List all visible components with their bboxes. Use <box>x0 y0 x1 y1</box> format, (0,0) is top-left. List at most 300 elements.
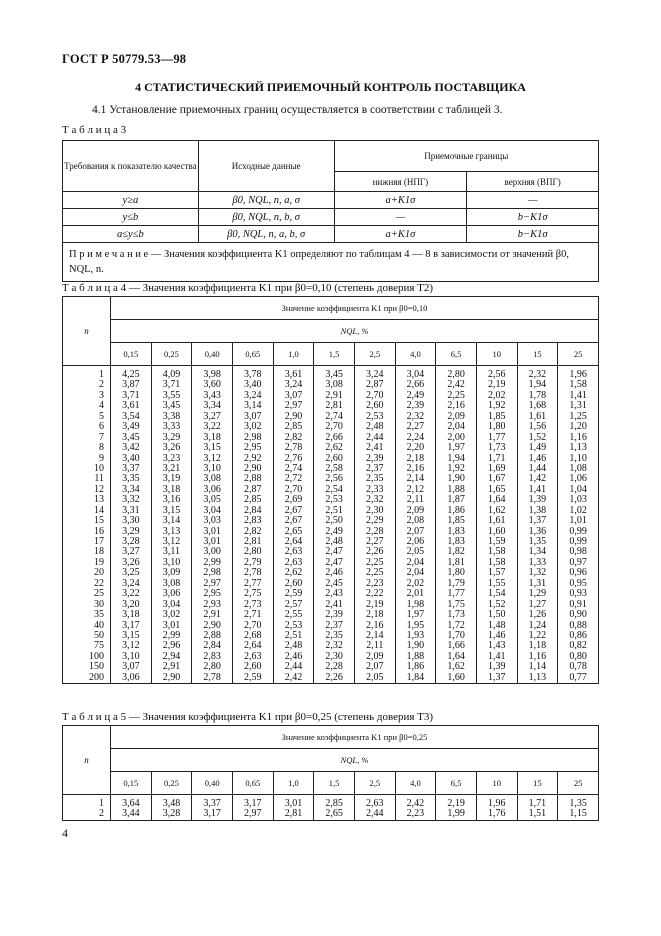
table4-value: 1,81 <box>447 556 465 568</box>
table4-value: 2,48 <box>366 421 384 433</box>
table4-value: 2,67 <box>284 515 303 527</box>
table4-value: 1,61 <box>528 410 547 422</box>
table4-value: 1,64 <box>447 650 465 662</box>
table4-value: 2,74 <box>325 410 343 422</box>
table4-value: 2,44 <box>366 431 384 443</box>
table5-value: 1,71 <box>528 798 547 809</box>
table4-value: 1,46 <box>528 452 547 464</box>
table4-value: 2,75 <box>244 588 262 600</box>
table4-value: 2,87 <box>244 483 262 495</box>
table4-n-value: 9 <box>99 452 104 464</box>
table4-value: 1,14 <box>528 661 547 673</box>
table4-value: 3,32 <box>122 494 140 506</box>
table4-value: 3,40 <box>244 379 262 391</box>
table3-header-upper: верхняя (ВПГ) <box>467 172 599 192</box>
table4-value: 1,70 <box>447 629 465 641</box>
table4-value: 2,67 <box>284 504 303 516</box>
table5-column-header: 2,5 <box>354 772 395 795</box>
table5-value: 3,37 <box>203 798 221 809</box>
table4-value: 2,41 <box>366 442 384 454</box>
table4-value: 1,52 <box>528 431 547 443</box>
table4-value: 0,80 <box>569 650 587 662</box>
table3-header-lower: нижняя (НПГ) <box>334 172 467 192</box>
table4-value: 1,41 <box>569 389 587 401</box>
table4-n-value: 5 <box>99 410 104 422</box>
table4-value: 1,13 <box>528 671 547 683</box>
table3-cell-lower: a+K1σ <box>334 192 467 209</box>
table4-value: 1,22 <box>528 629 547 641</box>
table4-value: 0,82 <box>569 640 587 652</box>
table4-column-header: 4,0 <box>395 343 436 366</box>
table4-value: 3,06 <box>122 671 140 683</box>
table4-value: 2,49 <box>325 525 343 537</box>
table4-value: 2,74 <box>284 462 303 474</box>
table4-coef-header: Значение коэффициента K1 при β0=0,10 <box>111 297 599 320</box>
table4-value: 2,47 <box>325 546 343 558</box>
table4-value: 2,50 <box>325 515 343 527</box>
table4-nql-row <box>63 320 599 343</box>
table4-value: 1,20 <box>569 421 587 433</box>
table4-value: 2,85 <box>244 494 262 506</box>
standard-header: ГОСТ Р 50779.53—98 <box>62 52 187 66</box>
table4-value: 2,54 <box>325 483 343 495</box>
table5-value: 3,01 <box>284 798 303 809</box>
table4-value: 2,70 <box>366 389 384 401</box>
table4-column-header: 25 <box>558 343 599 366</box>
table5-value: 2,97 <box>244 808 262 820</box>
table4-value: 3,42 <box>122 442 140 454</box>
table4-value: 2,07 <box>406 525 425 537</box>
table4-value: 3,14 <box>162 515 181 527</box>
table4-value: 1,58 <box>487 556 506 568</box>
table5-value: 2,65 <box>325 808 343 820</box>
table4-value: 2,85 <box>284 421 303 433</box>
table4-value-column <box>232 366 273 684</box>
table4-value: 1,75 <box>447 598 465 610</box>
table4-value: 3,43 <box>203 389 221 401</box>
table4-value: 2,11 <box>406 494 424 506</box>
table4-value: 2,60 <box>325 452 343 464</box>
table4-value: 2,64 <box>284 536 303 547</box>
table4-value: 3,18 <box>162 483 181 495</box>
table4-n-value: 35 <box>94 609 104 621</box>
table4-value-column <box>111 366 152 684</box>
table3-row <box>63 192 599 209</box>
table4-value: 1,84 <box>406 671 425 683</box>
table4-value: 1,58 <box>487 546 506 558</box>
table4-value: 2,39 <box>366 452 384 464</box>
table4-value: 1,90 <box>447 473 465 485</box>
table4-value: 1,60 <box>447 671 465 683</box>
table4-value: 3,02 <box>244 421 262 433</box>
table4-n-value: 17 <box>94 536 104 547</box>
table4-n-column <box>63 366 111 684</box>
table4-value: 2,90 <box>162 671 181 683</box>
table4-value: 3,18 <box>203 431 221 443</box>
table4-value: 2,04 <box>447 421 465 433</box>
table4-value: 2,90 <box>244 462 262 474</box>
table4-column-header: 1,0 <box>273 343 314 366</box>
table4-value: 3,08 <box>162 577 181 589</box>
table3-cell-upper: — <box>467 192 599 209</box>
table5-value-column <box>151 795 192 821</box>
table4-value: 2,78 <box>203 671 221 683</box>
table4-value: 2,87 <box>366 379 384 391</box>
table4-value: 3,71 <box>122 389 140 401</box>
table4-value: 1,46 <box>487 629 506 641</box>
table4-value: 2,60 <box>284 577 303 589</box>
table5-column-header: 4,0 <box>395 772 436 795</box>
table4-value: 0,88 <box>569 619 587 631</box>
table4-n-value: 50 <box>94 629 104 641</box>
table4-value: 3,08 <box>325 379 343 391</box>
table4-value: 3,07 <box>284 389 303 401</box>
table4-value: 1,36 <box>528 525 547 537</box>
table4-value: 2,11 <box>366 640 384 652</box>
table4-value: 3,40 <box>122 452 140 464</box>
table4-value-column <box>436 366 477 684</box>
table4-value: 1,64 <box>487 494 506 506</box>
table5-value-column <box>192 795 233 821</box>
table4-value: 0,96 <box>569 567 587 579</box>
table5-value: 1,51 <box>528 808 547 820</box>
table4-n-value: 200 <box>89 671 104 683</box>
table4-value: 2,42 <box>447 379 465 391</box>
table4-value-column <box>151 366 192 684</box>
table4-value: 3,10 <box>162 556 181 568</box>
table4-value: 3,13 <box>162 525 181 537</box>
table4-value-column <box>314 366 355 684</box>
table4-value: 3,19 <box>162 473 181 485</box>
table4-value: 1,65 <box>487 483 506 495</box>
table4-value: 2,49 <box>406 389 425 401</box>
table5-column-header: 0,25 <box>151 772 192 795</box>
table4-value: 3,06 <box>162 588 181 600</box>
table4-value: 2,98 <box>244 431 262 443</box>
table4-value-column <box>517 366 558 684</box>
table4-value: 2,48 <box>284 640 303 652</box>
table4-value: 3,24 <box>122 577 140 589</box>
table4-value: 1,10 <box>569 452 587 464</box>
table4-value: 2,97 <box>284 400 303 412</box>
table4-value: 3,00 <box>203 546 221 558</box>
table3-cell-lower: — <box>334 209 467 226</box>
table4-value: 3,12 <box>162 536 181 547</box>
table4-n-value: 3 <box>99 389 104 401</box>
table4-value: 2,73 <box>244 598 262 610</box>
table4-value: 2,88 <box>244 473 262 485</box>
table4-n-value: 40 <box>94 619 104 631</box>
table4-value: 3,38 <box>162 410 181 422</box>
table4-value: 3,29 <box>122 525 140 537</box>
table4-column-header: 10 <box>476 343 517 366</box>
table5-value: 1,35 <box>569 798 587 809</box>
table4-value: 2,70 <box>325 421 343 433</box>
table5-column-header: 15 <box>517 772 558 795</box>
table4-value: 3,14 <box>244 400 262 412</box>
table4-value-column <box>476 366 517 684</box>
table4 <box>62 296 599 684</box>
table4-value: 3,15 <box>122 629 140 641</box>
table4-value: 2,62 <box>325 442 343 454</box>
table4-value: 1,02 <box>569 504 587 516</box>
table4-value: 1,80 <box>447 567 465 579</box>
table4-value: 1,88 <box>447 483 465 495</box>
table4-value: 2,70 <box>284 483 303 495</box>
table4-value: 2,32 <box>406 410 425 422</box>
table4-value: 0,90 <box>569 609 587 621</box>
table3-cell-req: y≤b <box>63 209 199 226</box>
table4-value-column <box>558 366 599 684</box>
table4-value: 2,37 <box>325 619 343 631</box>
table4-value: 2,07 <box>366 661 384 673</box>
table4-value: 1,77 <box>447 588 465 600</box>
table4-value: 2,01 <box>406 588 425 600</box>
table4-value: 2,02 <box>487 389 506 401</box>
table5-value: 3,17 <box>203 808 221 820</box>
table4-value: 3,11 <box>162 546 181 558</box>
table4-value: 0,86 <box>569 629 587 641</box>
table4-value: 2,19 <box>366 598 384 610</box>
table4-n-value: 75 <box>94 640 104 652</box>
table5-value-column <box>354 795 395 821</box>
table4-value: 2,51 <box>325 504 343 516</box>
table4-value: 3,45 <box>325 369 343 380</box>
table5-value-column <box>436 795 477 821</box>
table5-columns-row <box>63 772 599 795</box>
table4-value: 3,18 <box>122 609 140 621</box>
table4-value: 1,85 <box>487 410 506 422</box>
table4-value: 0,77 <box>569 671 587 683</box>
section-title: 4 СТАТИСТИЧЕСКИЙ ПРИЕМОЧНЫЙ КОНТРОЛЬ ПОСТАВЩИКА <box>135 80 526 94</box>
table5-column-header: 0,40 <box>192 772 233 795</box>
table4-value: 2,43 <box>325 588 343 600</box>
table4-value: 2,28 <box>366 525 384 537</box>
table5-data-row <box>63 795 599 821</box>
table4-value: 1,88 <box>406 650 425 662</box>
table4-value: 3,29 <box>162 431 181 443</box>
table4-value: 2,68 <box>244 629 262 641</box>
table4-value: 3,33 <box>162 421 181 433</box>
table4-value: 2,20 <box>406 442 425 454</box>
table4-value: 3,07 <box>244 410 262 422</box>
table5-value: 3,44 <box>122 808 140 820</box>
table4-value: 2,30 <box>325 650 343 662</box>
table3-cell-data: β0, NQL, n, a, σ <box>198 192 334 209</box>
table4-value: 2,80 <box>203 661 221 673</box>
table4-value: 1,16 <box>569 431 587 443</box>
table3-note-label: П р и м е ч а н и е <box>69 249 149 260</box>
table4-value: 1,26 <box>528 609 547 621</box>
table4-value: 2,18 <box>366 609 384 621</box>
table4-value: 1,44 <box>528 462 547 474</box>
table4-value: 2,63 <box>284 556 303 568</box>
table3-cell-req: y≥a <box>63 192 199 209</box>
table4-value: 2,91 <box>325 389 343 401</box>
table4-n-value: 13 <box>94 494 104 506</box>
table4-value: 2,14 <box>366 629 384 641</box>
table4-value: 1,56 <box>528 421 547 433</box>
table5-value-column <box>232 795 273 821</box>
table5-value: 2,44 <box>366 808 384 820</box>
table4-value: 2,80 <box>244 546 262 558</box>
table4-value: 1,90 <box>406 640 425 652</box>
table4-value: 2,83 <box>244 515 262 527</box>
table4-n-value: 30 <box>94 598 104 610</box>
table4-value: 2,09 <box>406 504 425 516</box>
table4-value: 2,30 <box>366 504 384 516</box>
table4-value: 2,82 <box>244 525 262 537</box>
table3-cell-data: β0, NQL, n, b, σ <box>198 209 334 226</box>
table4-value: 3,16 <box>162 494 181 506</box>
table4-value: 0,95 <box>569 577 587 589</box>
table5-value: 3,17 <box>244 798 262 809</box>
table4-value-column <box>395 366 436 684</box>
table3-row <box>63 226 599 243</box>
table4-value: 2,46 <box>325 567 343 579</box>
table4-value: 2,55 <box>284 609 303 621</box>
table4-value: 3,45 <box>162 400 181 412</box>
table3 <box>62 140 599 282</box>
table4-n-value: 18 <box>94 546 104 558</box>
table4-value: 2,62 <box>284 567 303 579</box>
table4-value: 2,16 <box>447 400 465 412</box>
table4-column-header: 0,65 <box>232 343 273 366</box>
table3-header-initial-data: Исходные данные <box>198 141 334 192</box>
table4-n-value: 4 <box>99 400 104 412</box>
table4-value: 1,71 <box>487 452 506 464</box>
table4-value: 1,95 <box>406 619 425 631</box>
table4-value: 2,97 <box>203 577 221 589</box>
table4-value: 3,22 <box>122 588 140 600</box>
table4-value: 1,86 <box>406 661 425 673</box>
table4-column-header: 15 <box>517 343 558 366</box>
table4-value: 3,07 <box>122 661 140 673</box>
table4-value: 2,05 <box>366 671 384 683</box>
table4-n-value: 20 <box>94 567 104 579</box>
table4-n-value: 12 <box>94 483 104 495</box>
table4-value: 3,34 <box>122 483 140 495</box>
table4-n-value: 15 <box>94 515 104 527</box>
table4-value: 0,91 <box>569 598 587 610</box>
table5-value: 1,76 <box>487 808 506 820</box>
table5-value-column <box>395 795 436 821</box>
table4-value: 3,01 <box>203 536 221 547</box>
table3-header-requirements: Требования к показателю качества <box>63 141 199 192</box>
table4-value: 1,39 <box>528 494 547 506</box>
table4-value: 3,10 <box>203 462 221 474</box>
table5-value: 2,85 <box>325 798 343 809</box>
table4-value: 1,38 <box>528 504 547 516</box>
table4-value: 1,62 <box>447 661 465 673</box>
table4-value: 0,99 <box>569 525 587 537</box>
table4-value: 2,82 <box>284 431 303 443</box>
table5-value-column <box>273 795 314 821</box>
table4-value: 2,14 <box>406 473 425 485</box>
table4-value: 3,31 <box>122 504 140 516</box>
table5-n-column <box>63 795 111 821</box>
table5-value: 3,28 <box>162 808 181 820</box>
table4-value: 2,42 <box>284 671 303 683</box>
table5-value-column <box>476 795 517 821</box>
table3-cell-lower: a+K1σ <box>334 226 467 243</box>
table5-value: 1,99 <box>447 808 465 820</box>
table4-value: 1,58 <box>569 379 587 391</box>
table4-value: 2,81 <box>244 536 262 547</box>
table4-value: 1,41 <box>528 483 547 495</box>
table4-value: 2,99 <box>203 556 221 568</box>
table4-value: 2,88 <box>203 629 221 641</box>
table4-value: 2,95 <box>203 588 221 600</box>
table4-value: 1,73 <box>447 609 465 621</box>
table4-value: 3,27 <box>122 546 140 558</box>
table4-value: 1,87 <box>447 494 465 506</box>
table4-value: 1,96 <box>569 369 587 380</box>
table5-value: 2,23 <box>406 808 425 820</box>
table4-value: 1,52 <box>487 598 506 610</box>
table5-header-row <box>63 726 599 749</box>
table4-value: 2,33 <box>366 483 384 495</box>
table4-value: 3,01 <box>162 619 181 631</box>
table4-value: 2,44 <box>284 661 303 673</box>
table4-value: 1,43 <box>487 640 506 652</box>
table4-value: 1,59 <box>487 536 506 547</box>
table4-value: 1,85 <box>447 515 465 527</box>
table3-cell-upper: b−K1σ <box>467 226 599 243</box>
table4-column-header: 0,25 <box>151 343 192 366</box>
table4-value: 2,81 <box>325 400 343 412</box>
table4-value: 2,94 <box>162 650 181 662</box>
table4-value: 2,59 <box>284 588 303 600</box>
table4-value: 2,16 <box>406 462 425 474</box>
table4-value: 1,24 <box>528 619 547 631</box>
table4-column-header: 0,15 <box>111 343 152 366</box>
table4-n-value: 100 <box>89 650 104 662</box>
table4-value: 1,83 <box>447 525 465 537</box>
table4-value: 2,24 <box>406 431 425 443</box>
table5-column-header: 10 <box>476 772 517 795</box>
table4-value: 1,31 <box>569 400 587 412</box>
table4-value: 1,31 <box>528 577 547 589</box>
table4-value: 2,35 <box>325 629 343 641</box>
table4-value: 2,70 <box>244 619 262 631</box>
table4-value: 3,25 <box>122 567 140 579</box>
table4-value: 1,67 <box>487 473 506 485</box>
table4-value: 2,32 <box>528 369 547 380</box>
table4-value: 3,08 <box>203 473 221 485</box>
table5-value: 3,64 <box>122 798 140 809</box>
table4-value-column <box>192 366 233 684</box>
table4-value: 2,66 <box>325 431 343 443</box>
table4-value: 3,24 <box>244 389 262 401</box>
table4-value: 4,09 <box>162 369 181 380</box>
table4-value: 2,25 <box>366 567 384 579</box>
table4-value: 3,04 <box>162 598 181 610</box>
table4-value: 1,78 <box>528 389 547 401</box>
table4-value: 2,90 <box>203 619 221 631</box>
table4-value: 2,90 <box>284 410 303 422</box>
table5-value-column <box>314 795 355 821</box>
table4-data-row <box>63 366 599 684</box>
table4-value: 3,28 <box>122 536 140 547</box>
table5-value: 2,63 <box>366 798 384 809</box>
table4-n-value: 6 <box>99 421 104 433</box>
table5-coef-header: Значение коэффициента K1 при β0=0,25 <box>111 726 599 749</box>
table4-value: 3,27 <box>203 410 221 422</box>
table4-value: 3,03 <box>203 515 221 527</box>
table4-value: 1,48 <box>487 619 506 631</box>
table4-column-header: 0,40 <box>192 343 233 366</box>
